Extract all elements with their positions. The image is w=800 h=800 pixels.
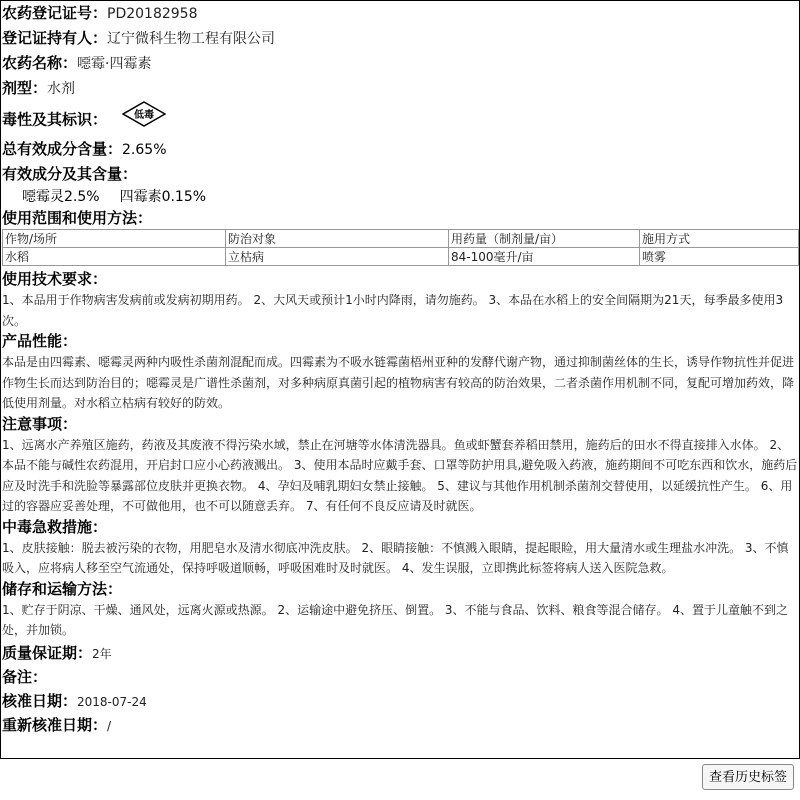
usage-cell-crop: 水稻 — [3, 248, 226, 266]
reapproval-date-label: 重新核准日期： — [2, 715, 108, 734]
total-content-row — [2, 137, 798, 162]
formulation-value: 水剂 — [47, 81, 76, 97]
holder-row — [2, 26, 798, 51]
usage-cell-dosage: 84-100毫升/亩 — [449, 248, 640, 266]
usage-col-method: 施用方式 — [640, 230, 799, 248]
pesticide-name-value: 噁霉·四霉素 — [77, 56, 152, 72]
ingredient-item: 噁霉灵2.5% — [22, 189, 100, 205]
usage-col-dosage: 用药量（制剂量/亩） — [449, 230, 640, 248]
total-content-label: 总有效成分含量： — [2, 140, 123, 158]
table-row — [3, 248, 799, 266]
low-toxicity-badge-icon — [122, 101, 166, 139]
storage-text: 1、贮存于阴凉、干燥、通风处，远离火源或热源。 2、运输途中避免挤压、倒置。 3、不能与食品、饮料、粮食等混合储存。 4、置于儿童触不到之处，并加锁。 — [2, 602, 788, 637]
registration-number-value: PD20182958 — [107, 6, 198, 22]
registration-number-row — [2, 1, 798, 26]
performance-text: 本品是由四霉素、噁霉灵两种内吸性杀菌剂混配而成。四霉素为不吸水链霉菌梧州亚种的发酵代谢产物，通过抑制菌丝体的生长，诱导作物抗性并促进作物生长而达到防治目的；噁霉灵是广谱性杀菌剂，对多种病原真菌引起的植物病害有较高的防治效果，二者杀菌作用机制不同，复配可增加药效，降低使用剂量。对水稻立枯病有较好的防效。 — [2, 355, 795, 410]
approval-date-value: 2018-07-24 — [77, 694, 147, 709]
formulation-label: 剂型： — [2, 79, 48, 97]
ingredients-header — [2, 162, 798, 186]
toxicity-row — [2, 101, 798, 135]
remarks-row — [2, 665, 798, 689]
usage-cell-method: 喷雾 — [640, 248, 799, 266]
remarks-label: 备注： — [2, 667, 48, 686]
ingredients-label: 有效成分及其含量： — [2, 165, 138, 183]
approval-date-label: 核准日期： — [2, 691, 78, 710]
shelf-life-value: 2年 — [92, 646, 112, 661]
approval-date-row — [2, 689, 798, 713]
tech-text: 1、本品用于作物病害发病前或发病初期用药。 2、大风天或预计1小时内降雨，请勿施药。 3、本品在水稻上的安全间隔期为21天，每季最多使用3次。 — [2, 293, 784, 328]
notes-header: 注意事项： — [2, 414, 78, 433]
formulation-row — [2, 76, 798, 101]
usage-cell-target: 立枯病 — [226, 248, 449, 266]
registration-number-label: 农药登记证号： — [2, 4, 108, 22]
reapproval-date-value: / — [107, 718, 112, 733]
reapproval-date-row — [2, 713, 798, 737]
notes-text: 1、远离水产养殖区施药，药液及其废液不得污染水域，禁止在河塘等水体清洗器具。鱼或虾蟹套养稻田禁用，施药后的田水不得直接排入水体。 2、本品不能与碱性农药混用，开启封口应小心药液溅出。 3、使用本品时应戴手套、口罩等防护用具,避免吸入药液，施药期间不可吃东西和饮水，施药后应及时洗手和洗脸等暴露部位皮肤并更换衣物。 4、孕妇及哺乳期妇女禁止接触。 5、建议与其他作用机制杀菌剂交替使用，以延缓抗性产生。 6、用过的容器应妥善处理，不可做他用，也不可以随意丢弃。 7、有任何不良反应请及时就医。 — [2, 437, 798, 513]
usage-col-target: 防治对象 — [226, 230, 449, 248]
holder-label: 登记证持有人： — [2, 29, 108, 47]
total-content-value: 2.65% — [122, 142, 167, 158]
first-aid-header: 中毒急救措施： — [2, 517, 108, 536]
shelf-life-label: 质量保证期： — [2, 643, 93, 662]
tech-header: 使用技术要求： — [2, 270, 108, 288]
holder-value: 辽宁微科生物工程有限公司 — [107, 31, 276, 47]
low-toxicity-badge-text: 低毒 — [134, 110, 155, 121]
storage-header: 储存和运输方法： — [2, 579, 123, 598]
pesticide-name-label: 农药名称： — [2, 54, 78, 72]
first-aid-text: 1、皮肤接触：脱去被污染的衣物，用肥皂水及清水彻底冲洗皮肤。 2、眼睛接触：不慎溅入眼睛，提起眼睑，用大量清水或生理盐水冲洗。 3、不慎吸入，应将病人移至空气流通处，保持呼吸道顺畅，呼吸困难时及时就医。 4、发生误服，立即携此标签将病人送入医院急救。 — [2, 540, 789, 575]
usage-col-crop: 作物/场所 — [3, 230, 226, 248]
usage-table — [2, 229, 799, 266]
toxicity-label: 毒性及其标识： — [2, 110, 108, 129]
ingredients-list — [2, 186, 798, 208]
usage-header: 使用范围和使用方法： — [2, 209, 153, 227]
usage-table-header-row — [3, 230, 799, 248]
performance-header: 产品性能： — [2, 332, 78, 350]
shelf-life-row — [2, 641, 798, 665]
pesticide-name-row — [2, 51, 798, 76]
ingredient-item: 四霉素0.15% — [119, 189, 207, 205]
view-history-label-button[interactable]: 查看历史标签 — [702, 764, 794, 790]
